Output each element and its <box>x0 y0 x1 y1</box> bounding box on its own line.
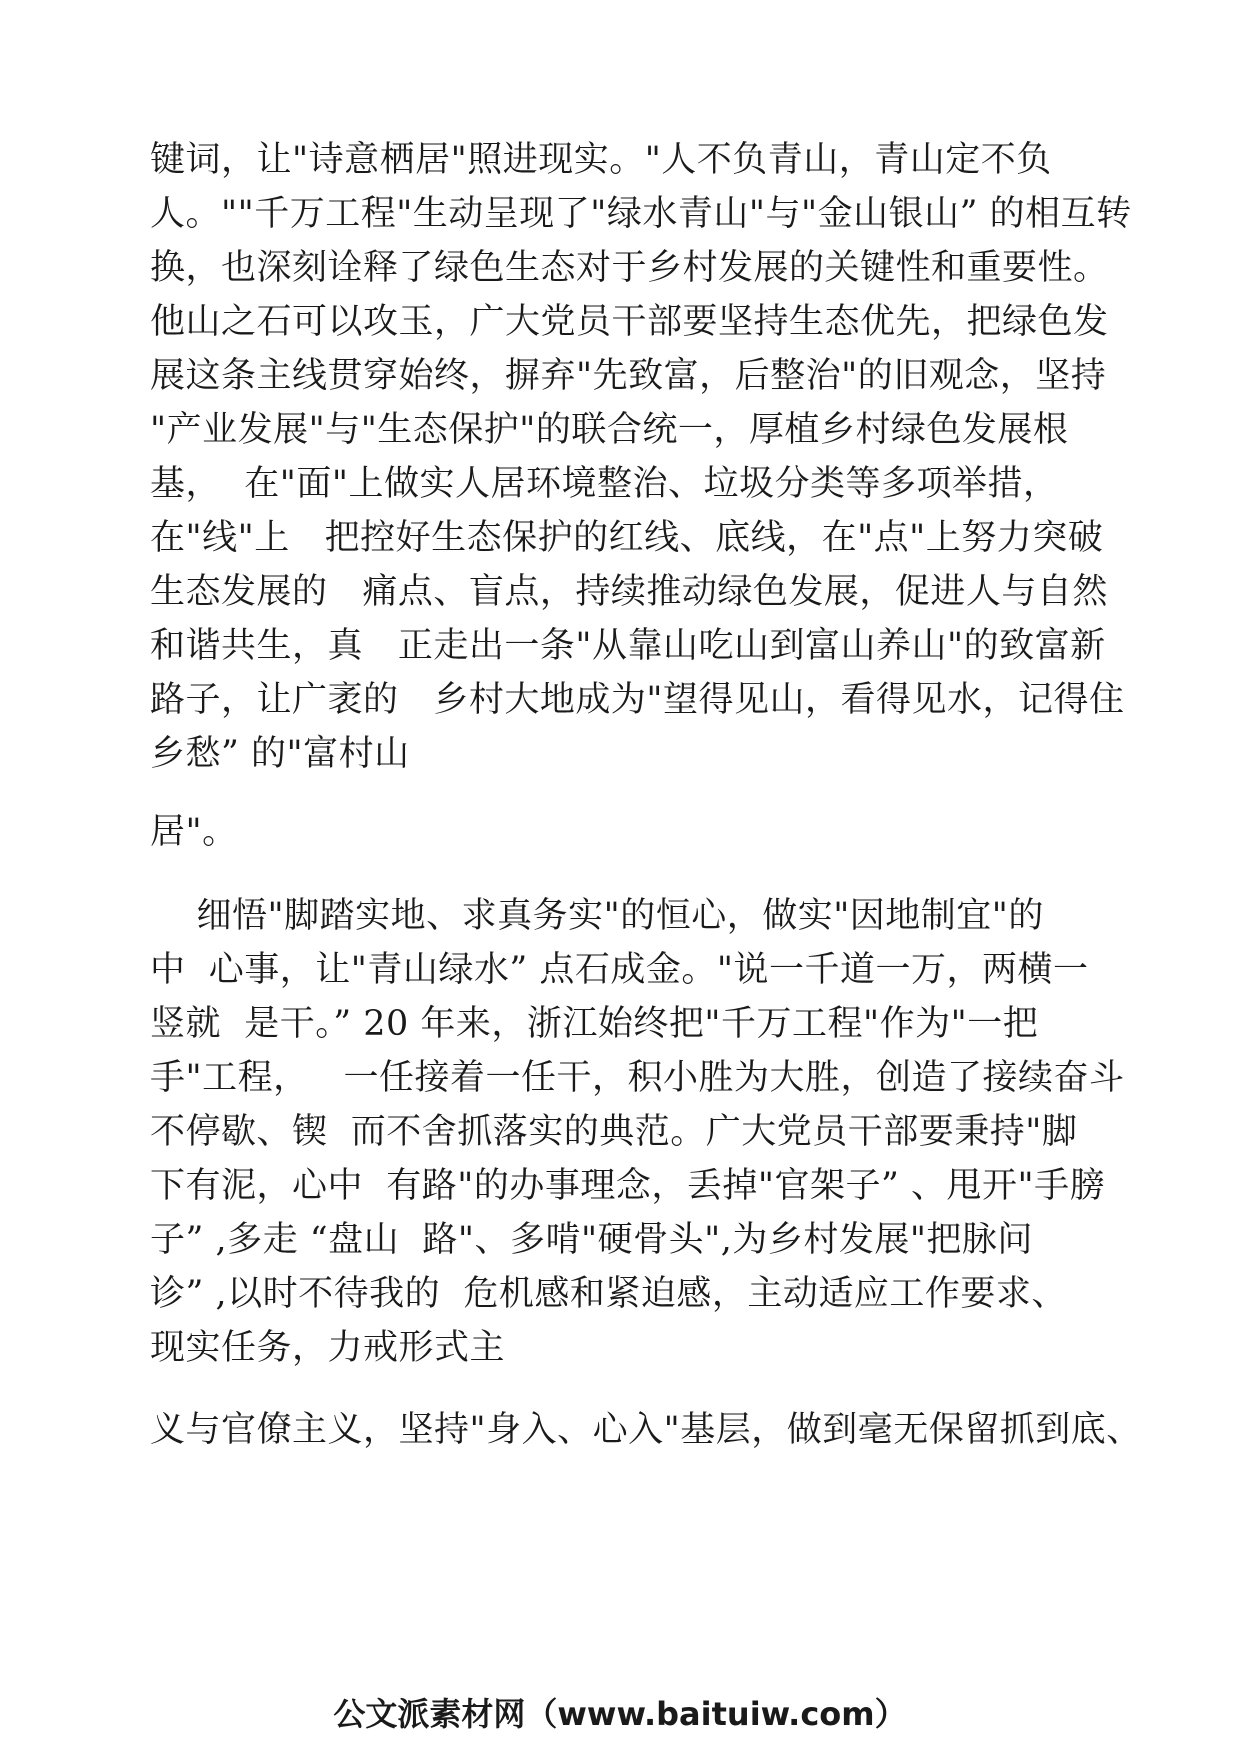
text-line: 换，也深刻诠释了绿色生态对于乡村发展的关键性和重要性。 <box>150 248 1109 288</box>
text-line: 手"工程， 一任接着一任干，积小胜为大胜，创造了接续奋斗 <box>150 1058 1125 1098</box>
text-line: 居"。 <box>150 812 238 852</box>
text-line: 乡愁” 的"富村山 <box>150 734 410 774</box>
text-line: 子” ,多走 “盘山 路"、多啃"硬骨头",为乡村发展"把脉问 <box>150 1220 1033 1260</box>
text-line: 竖就 是干。” 20 年来，浙江始终把"千万工程"作为"一把 <box>150 1004 1039 1044</box>
text-line: 中 心事，让"青山绿水” 点石成金。"说一千道一万，两横一 <box>150 950 1089 990</box>
text-line: 路子，让广袤的 乡村大地成为"望得见山，看得见水，记得住 <box>150 680 1125 720</box>
text-line: 键词，让"诗意栖居"照进现实。"人不负青山，青山定不负 <box>150 140 1052 180</box>
text-line: 不停歇、锲 而不舍抓落实的典范。广大党员干部要秉持"脚 <box>150 1112 1078 1152</box>
text-line: 义与官僚主义，坚持"身入、心入"基层，做到毫无保留抓到底、 <box>150 1410 1142 1450</box>
text-line: 下有泥，心中 有路"的办事理念，丢掉"官架子” 、甩开"手膀 <box>150 1166 1106 1206</box>
text-line: 和谐共生，真 正走出一条"从靠山吃山到富山养山"的致富新 <box>150 626 1106 666</box>
text-line: 细悟"脚踏实地、求真务实"的恒心，做实"因地制宜"的 <box>150 896 1044 936</box>
text-line: 现实任务，力戒形式主 <box>150 1328 506 1368</box>
text-line: 他山之石可以攻玉，广大党员干部要坚持生态优先，把绿色发 <box>150 302 1109 342</box>
text-line: 展这条主线贯穿始终，摒弃"先致富，后整治"的旧观念，坚持 <box>150 356 1107 396</box>
text-line: "产业发展"与"生态保护"的联合统一，厚植乡村绿色发展根 <box>150 410 1069 450</box>
text-line: 生态发展的 痛点、盲点，持续推动绿色发展，促进人与自然 <box>150 572 1108 612</box>
text-line: 人。""千万工程"生动呈现了"绿水青山"与"金山银山” 的相互转 <box>150 194 1132 234</box>
text-line: 在"线"上 把控好生态保护的红线、底线，在"点"上努力突破 <box>150 518 1104 558</box>
footer-source: 公文派素材网（www.baituiw.com） <box>333 1695 907 1733</box>
text-line: 基， 在"面"上做实人居环境整治、垃圾分类等多项举措， <box>150 464 1059 504</box>
text-line: 诊” ,以时不待我的 危机感和紧迫感，主动适应工作要求、 <box>150 1274 1067 1314</box>
